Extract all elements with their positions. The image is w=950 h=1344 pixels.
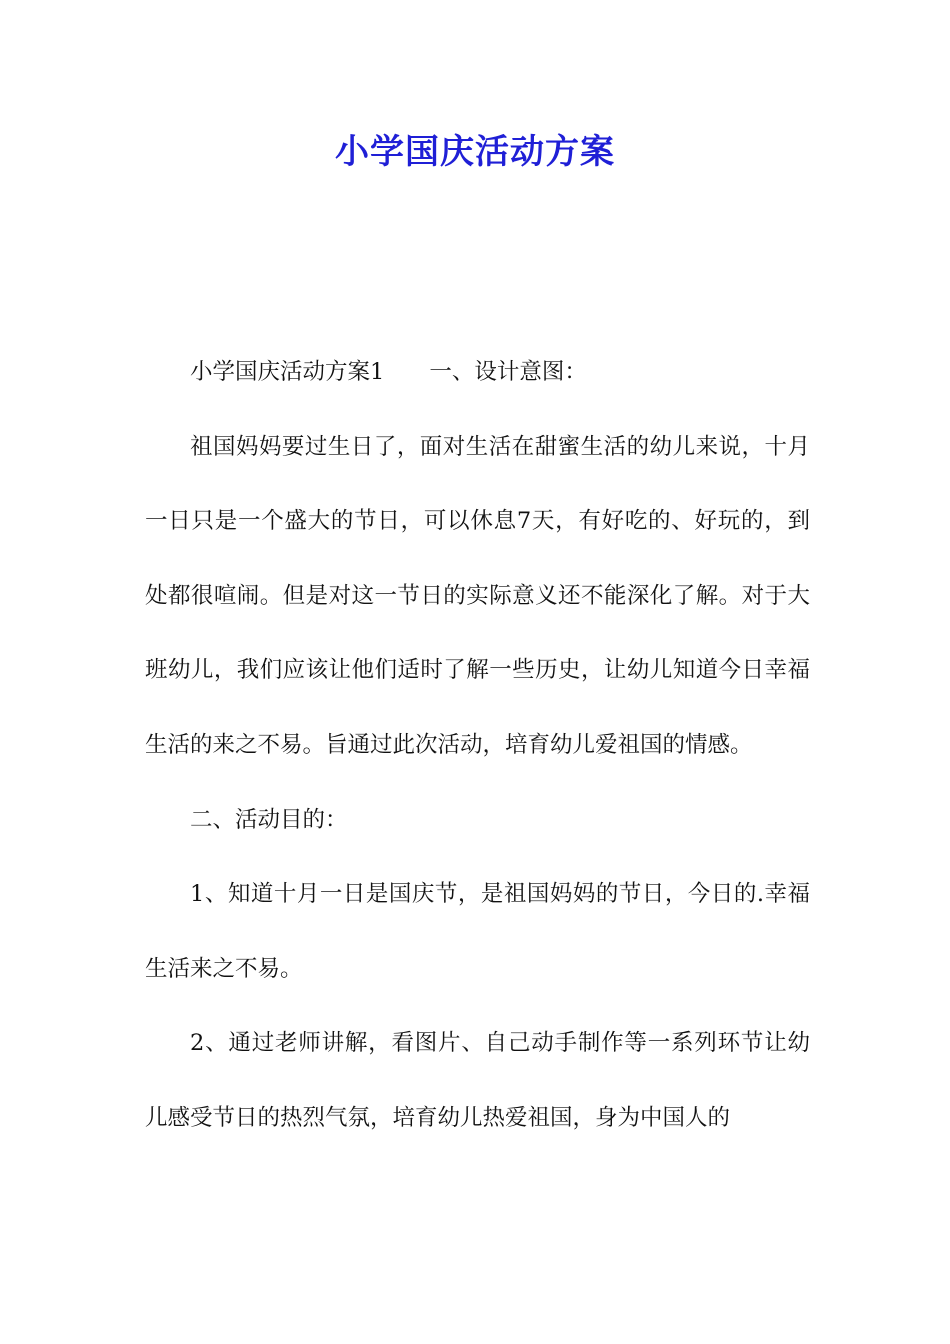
paragraph-activity-goals-heading: 二、活动目的： [190,806,348,833]
paragraph-plan-heading: 小学国庆活动方案1 一、设计意图： [190,359,587,385]
paragraph-design-intent: 祖国妈妈要过生日了，面对生活在甜蜜生活的幼儿来说，十月一日只是一个盛大的节日，可以休息7天，有好吃的、好玩的，到处都很喧闹。但是对这一节日的实际意义还不能深化了解。对于大班幼儿，我们应该让他们适时了解一些历史，让幼儿知道今日幸福生活的来之不易。旨通过此次活动，培育幼儿爱祖国的情感。 [145,433,810,758]
document-body [145,335,810,1156]
document-title: 小学国庆活动方案 [335,132,615,172]
paragraph-goal-1: 1、知道十月一日是国庆节，是祖国妈妈的节日，今日的.幸福生活来之不易。 [145,881,810,982]
paragraph-goal-2: 2、通过老师讲解，看图片、自己动手制作等一系列环节让幼儿感受节日的热烈气氛，培育幼儿热爱祖国，身为中国人的 [145,1030,810,1131]
